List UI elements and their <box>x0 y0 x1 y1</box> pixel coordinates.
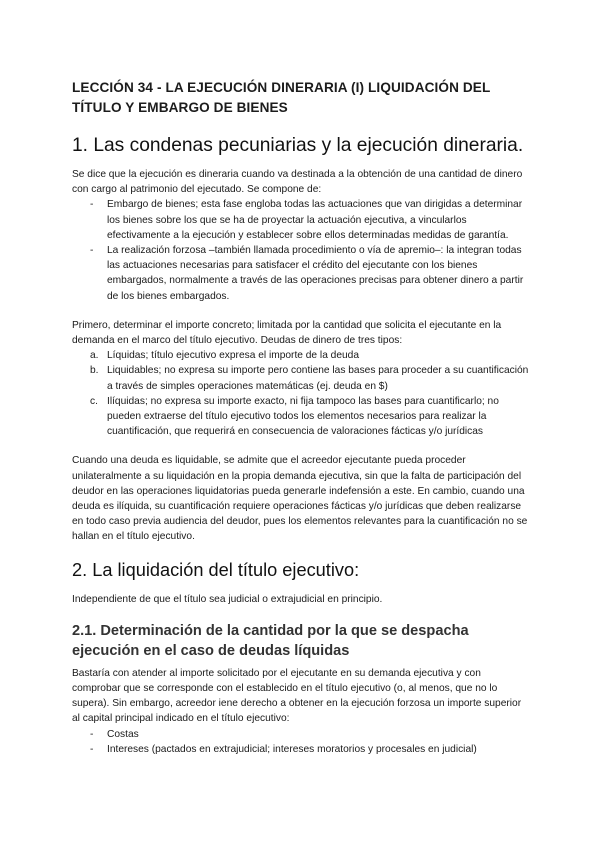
list-item <box>72 348 530 363</box>
section-1-intro: Se dice que la ejecución es dineraria cuando va destinada a la obtención de una cantidad de dinero con cargo al patrimonio del ejecutado. Se compone de: <box>72 169 523 196</box>
section-2-intro: Independiente de que el título sea judicial o extrajudicial en principio. <box>72 593 383 605</box>
list-item-text: La realización forzosa –también llamada procedimiento o vía de apremio–: la integran todas las actuaciones necesarias para satisfacer el crédito del ejecutante con los bienes embargados, normalmente a través de las operaciones precisas para obtener dinero a partir de los bienes embargados. <box>107 245 524 302</box>
list-item <box>72 742 530 757</box>
section-2-heading: 2. La liquidación del título ejecutivo: <box>72 559 360 580</box>
list-item <box>72 727 530 742</box>
list-marker: - <box>90 199 94 211</box>
amounts-list <box>72 727 530 757</box>
list-item-text: Liquidables; no expresa su importe pero contiene las bases para proceder a su cuantificación a través de simples operaciones matemáticas (ej. deuda en $) <box>107 365 529 392</box>
list-marker: - <box>90 728 94 740</box>
list-item <box>72 394 530 440</box>
subsection-2-1-paragraph: Bastaría con atender al importe solicitado por el ejecutante en su demanda ejecutiva y con comprobar que se corresponde con el establecido en el título ejecutivo (o, al menos, que no lo supera). Sin embargo, acreedor iene derecho a obtener en la ejecución forzosa un importe superior al capital principal indicado en el título ejecutivo: <box>72 667 522 725</box>
list-item-text: Ilíquidas; no expresa su importe exacto, ni fija tampoco las bases para cuantificarlo; no pueden extraerse del título ejecutivo todos los elementos necesarios para realizar la cuantificación, que requerirá en consecuencia de valoraciones fácticas y/o jurídicas <box>107 395 499 438</box>
lesson-title: LECCIÓN 34 - LA EJECUCIÓN DINERARIA (I) LIQUIDACIÓN DEL TÍTULO Y EMBARGO DE BIENES <box>72 80 491 115</box>
section-1-paragraph-3: Cuando una deuda es liquidable, se admite que el acreedor ejecutante pueda proceder unilateralmente a su liquidación en la propia demanda ejecutiva, sin que la falta de participación del deudor en las operaciones liquidatorias pueda generarle indefensión a este. En cambio, cuando una deuda es ilíquida, su cuantificación requiere operaciones fácticas y/o jurídicas que deben realizarse en todo caso previa audiencia del deudor, pues los elementos relevantes para la cuantificación no se hallan en el título ejecutivo. <box>72 455 528 543</box>
list-marker: b. <box>90 365 99 377</box>
list-item-text: Intereses (pactados en extrajudicial; intereses moratorios y procesales en judicial) <box>107 743 477 755</box>
list-item-text: Líquidas; título ejecutivo expresa el importe de la deuda <box>107 350 360 362</box>
list-marker: a. <box>90 350 99 362</box>
section-1-heading: 1. Las condenas pecuniarias y la ejecución dineraria. <box>72 135 524 156</box>
list-item-text: Embargo de bienes; esta fase engloba todas las actuaciones que van dirigidas a determinar los bienes sobre los que se ha de proyectar la actuación ejecutiva, a vincularlos efectivamente a la ejecución y establecer sobre ellos determinadas medidas de garantía. <box>107 199 523 241</box>
list-marker: c. <box>90 395 98 407</box>
list-item <box>72 363 530 393</box>
list-marker: - <box>90 245 94 257</box>
list-marker: - <box>90 743 94 755</box>
subsection-2-1-heading: 2.1. Determinación de la cantidad por la que se despacha ejecución en el caso de deudas líquidas <box>72 622 469 659</box>
list-item <box>72 243 530 304</box>
list-item <box>72 197 530 243</box>
section-1-paragraph-2: Primero, determinar el importe concreto; limitada por la cantidad que solicita el ejecutante en la demanda en el marco del título ejecutivo. Deudas de dinero de tres tipos: <box>72 319 502 347</box>
list-item-text: Costas <box>107 728 139 740</box>
debt-types-list <box>72 348 530 439</box>
phases-list <box>72 197 530 303</box>
